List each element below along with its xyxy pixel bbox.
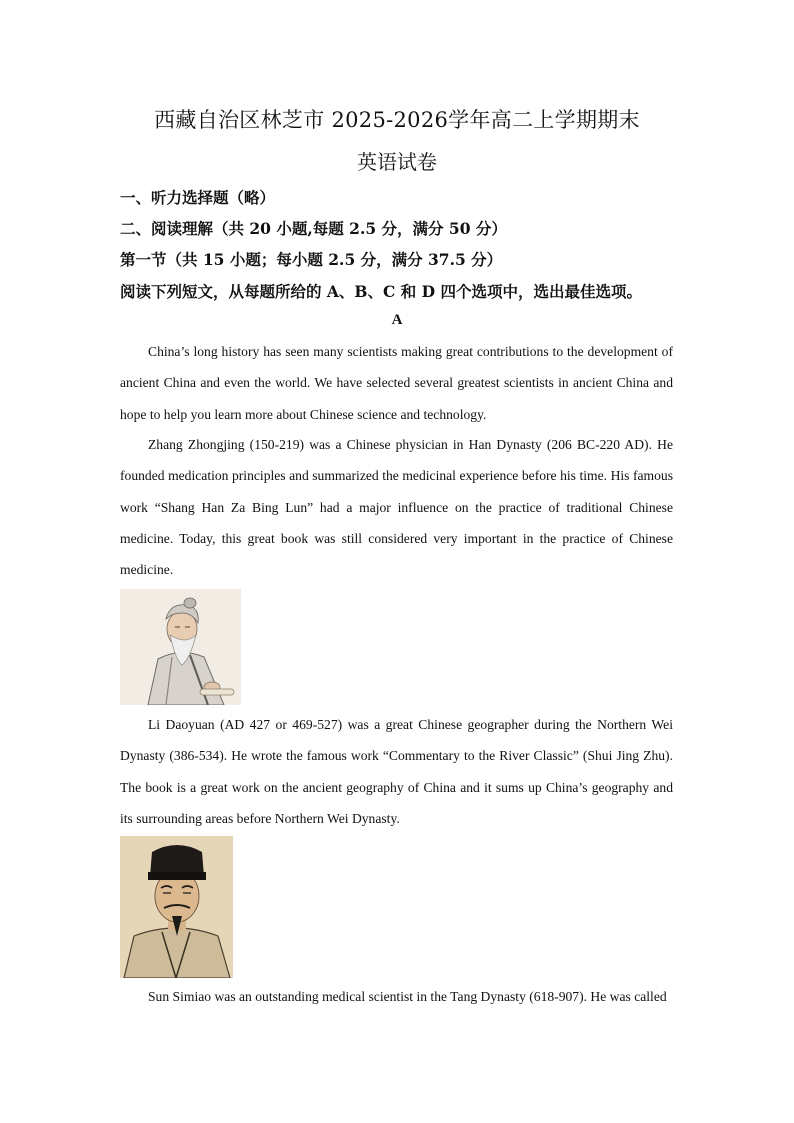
- part-one-heading: 第一节（共 15 小题；每小题 2.5 分，满分 37.5 分）: [120, 250, 503, 269]
- passage-label: A: [391, 312, 403, 328]
- instruction-text: 阅读下列短文，从每题所给的 A、B、C 和 D 四个选项中，选出最佳选项。: [120, 282, 642, 301]
- paragraph-zhang-zhongjing: Zhang Zhongjing (150-219) was a Chinese physician in Han Dynasty (206 BC-220 AD). He founded medication principles and summarized the medicinal experience before his time. His famous work “Shang Han Za Bing Lun” had a major influence on the practice of traditional Chinese medicine. Today, this great book was still considered very important in the practice of Chinese medicine.: [120, 437, 673, 578]
- section-listening-heading: 一、听力选择题（略）: [120, 188, 276, 207]
- zhang-zhongjing-portrait: [120, 589, 241, 705]
- section-reading-heading: 二、阅读理解（共 20 小题,每题 2.5 分，满分 50 分）: [120, 219, 507, 238]
- exam-title: 西藏自治区林芝市 2025-2026学年高二上学期期末: [154, 108, 640, 132]
- paragraph-sun-simiao: Sun Simiao was an outstanding medical scientist in the Tang Dynasty (618-907). He was called: [148, 989, 667, 1004]
- paragraph-intro: China’s long history has seen many scientists making great contributions to the development of ancient China and even the world. We have selected several greatest scientists in ancient China and hope to help you learn more about Chinese science and technology.: [120, 344, 673, 422]
- paragraph-li-daoyuan: Li Daoyuan (AD 427 or 469-527) was a great Chinese geographer during the Northern Wei Dynasty (386-534). He wrote the famous work “Commentary to the River Classic” (Shui Jing Zhu). The book is a great work on the ancient geography of China and it sums up China’s geography and its surrounding areas before Northern Wei Dynasty.: [120, 717, 673, 826]
- li-daoyuan-portrait: [120, 836, 233, 978]
- exam-subtitle: 英语试卷: [357, 150, 437, 174]
